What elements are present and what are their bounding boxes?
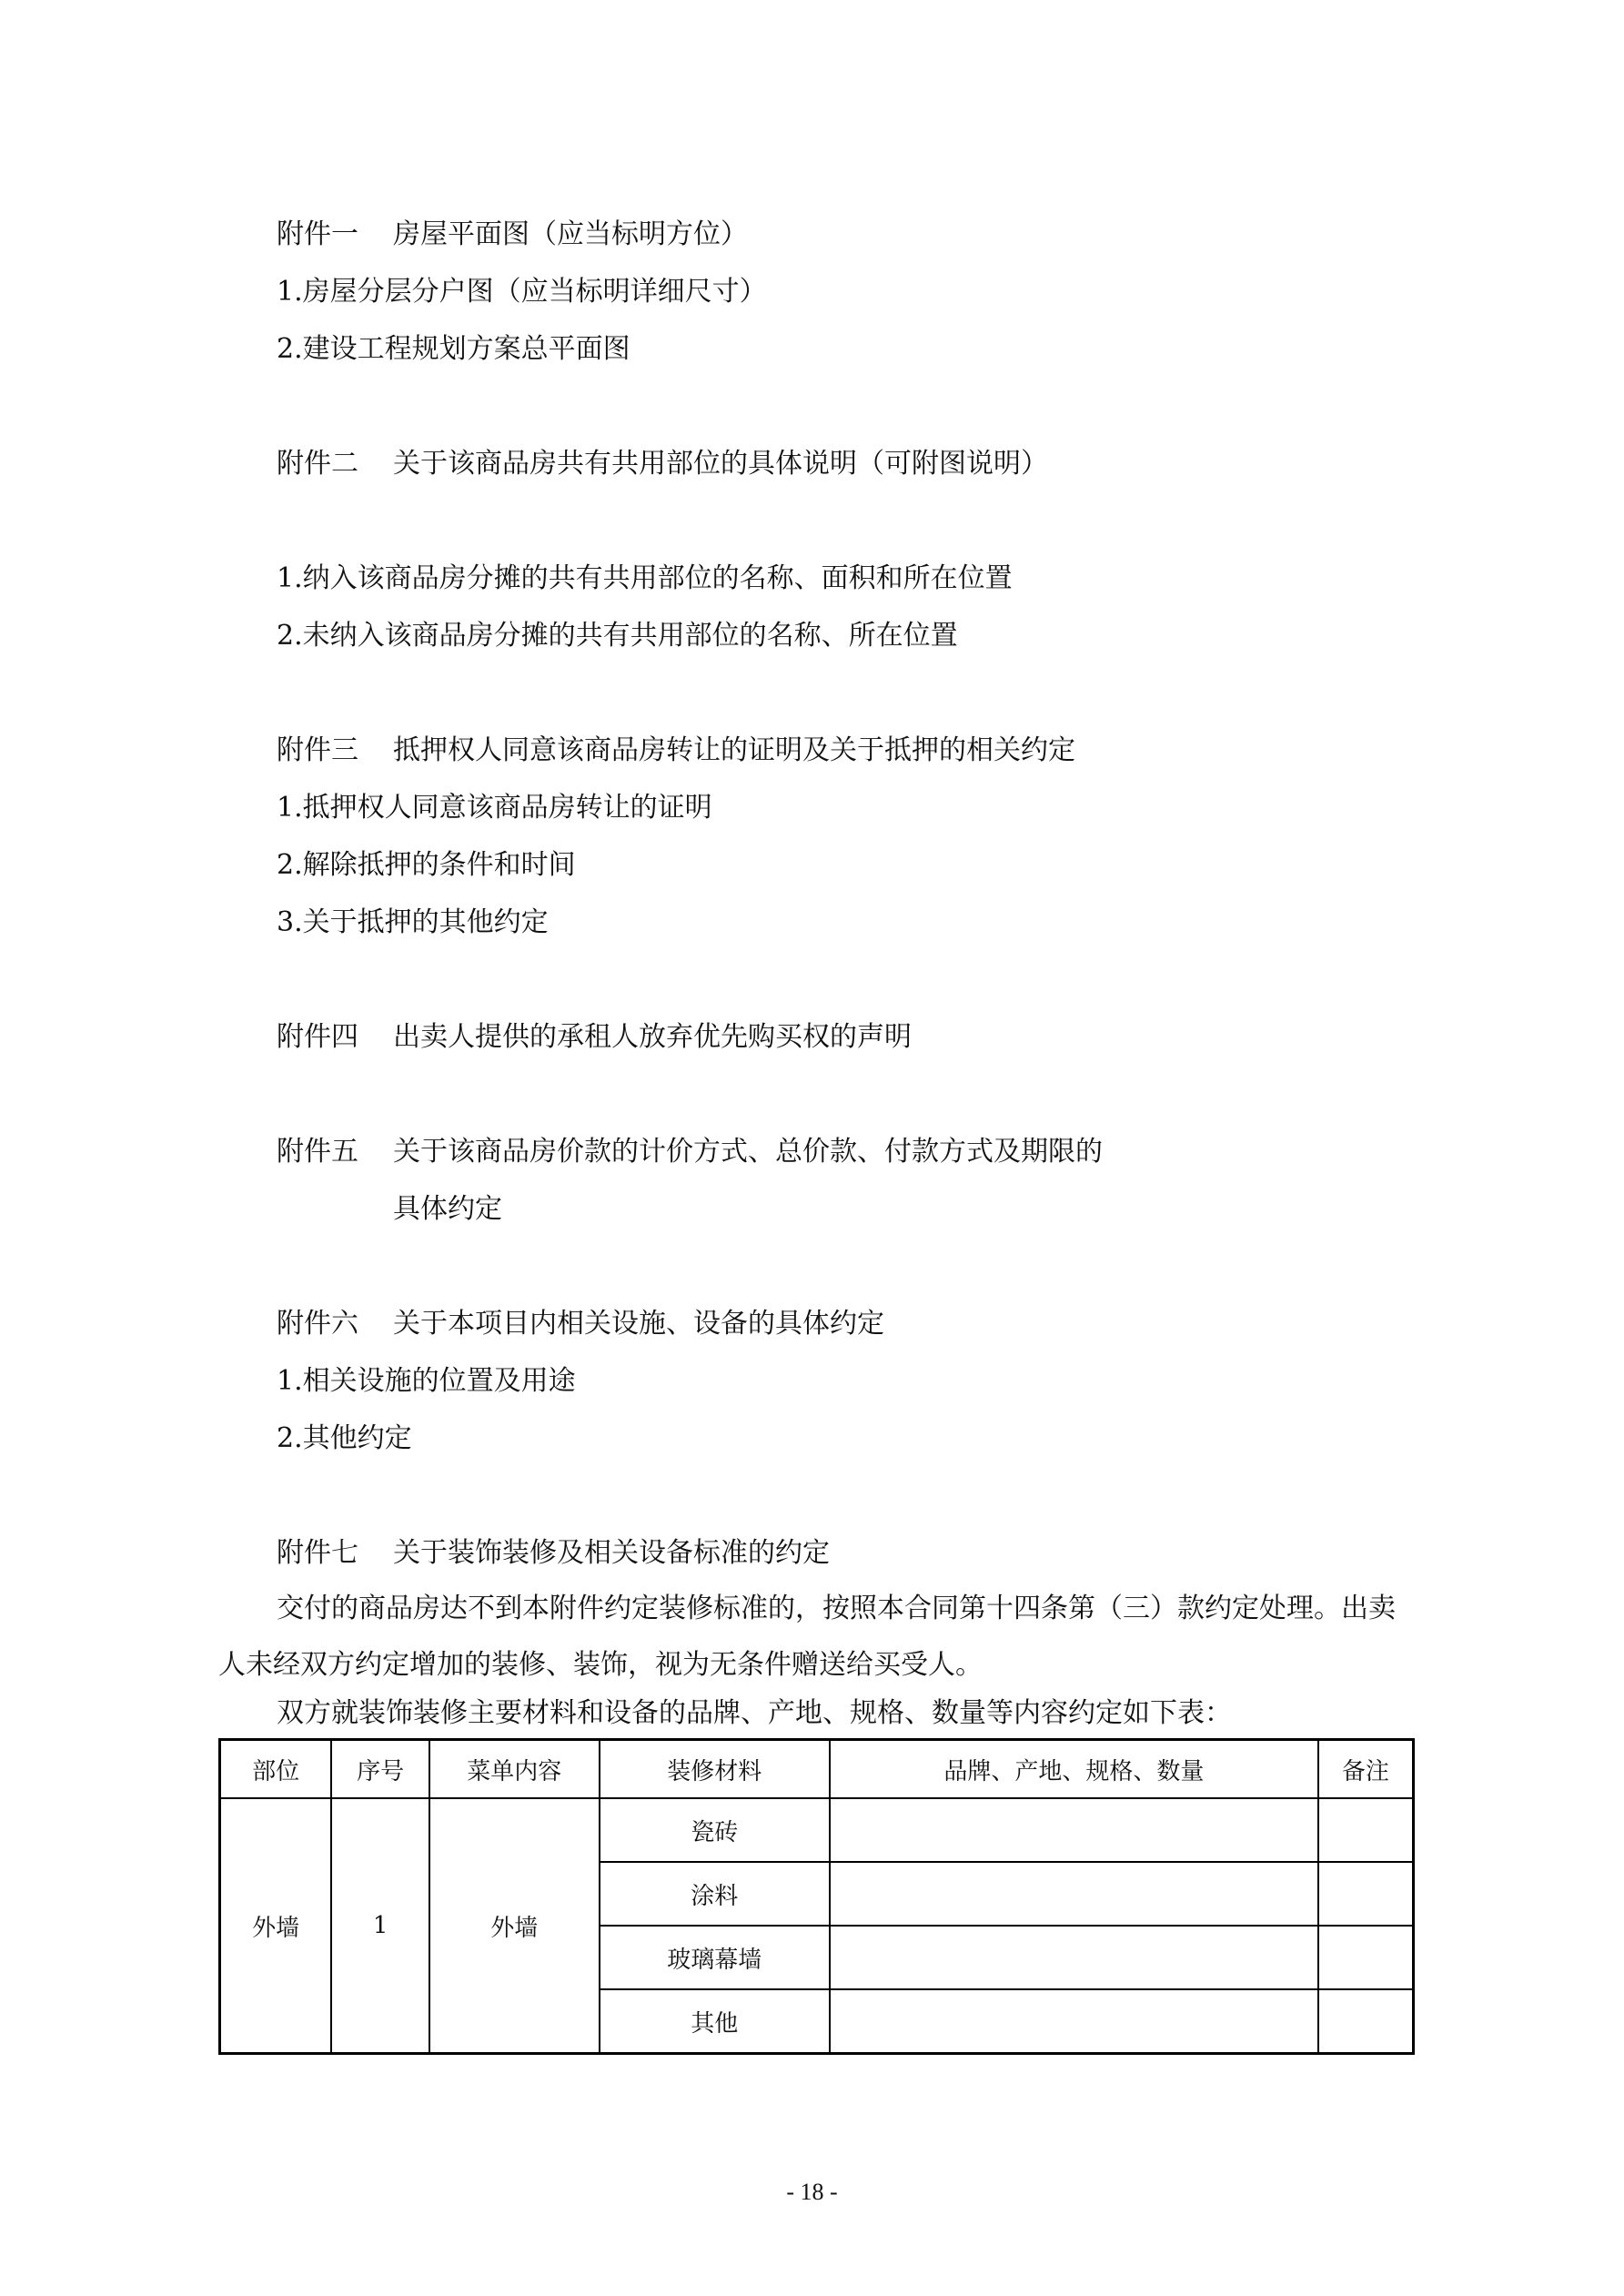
annex-label: 附件三: [277, 734, 358, 766]
page-number: - 18 -: [786, 2179, 838, 2205]
table-intro: 双方就装饰装修主要材料和设备的品牌、产地、规格、数量等内容约定如下表：: [277, 1697, 1232, 1729]
annex-2-item-2: 2.未纳入该商品房分摊的共有共用部位的名称、所在位置: [277, 620, 958, 652]
material-cell: 瓷砖: [600, 1798, 830, 1862]
annex-4-heading: [277, 1019, 912, 1056]
annex-7-paragraph: 交付的商品房达不到本附件约定装修标准的，按照本合同第十四条第（三）款约定处理。出卖人未经双方约定增加的装修、装饰，视为无条件赠送给买受人。: [218, 1593, 1396, 1681]
annex-title: 房屋平面图（应当标明方位）: [393, 218, 748, 250]
material-cell: 涂料: [600, 1862, 830, 1926]
annex-6-item-1: 1.相关设施的位置及用途: [277, 1365, 576, 1397]
annex-label: 附件七: [277, 1537, 358, 1569]
remark-cell: [1318, 1989, 1414, 2054]
annex-label: 附件六: [277, 1308, 358, 1340]
annex-title: 出卖人提供的承租人放弃优先购买权的声明: [393, 1021, 912, 1053]
header-cell: 部位: [220, 1740, 332, 1799]
annex-7-heading: [277, 1535, 830, 1572]
annex-title: 抵押权人同意该商品房转让的证明及关于抵押的相关约定: [393, 734, 1075, 766]
remark-cell: [1318, 1798, 1414, 1862]
annex-title: 关于装饰装修及相关设备标准的约定: [393, 1537, 830, 1569]
annex-label: 附件二: [277, 448, 358, 480]
header-cell: 菜单内容: [429, 1740, 600, 1799]
annex-3-item-3: 3.关于抵押的其他约定: [277, 906, 549, 938]
menu-cell: 外墙: [429, 1798, 600, 2054]
annex-2-heading: [277, 446, 1048, 482]
annex-1-heading: [277, 217, 748, 253]
header-cell: 装修材料: [600, 1740, 830, 1799]
materials-table: [218, 1738, 1415, 2055]
header-cell: 品牌、产地、规格、数量: [830, 1740, 1318, 1799]
annex-6-heading: [277, 1306, 884, 1342]
remark-cell: [1318, 1926, 1414, 1989]
annex-2-item-1: 1.纳入该商品房分摊的共有共用部位的名称、面积和所在位置: [277, 562, 1013, 594]
annex-label: 附件四: [277, 1021, 358, 1053]
annex-5-heading: [277, 1134, 1103, 1170]
brand-spec-cell: [830, 1862, 1318, 1926]
annex-3-item-1: 1.抵押权人同意该商品房转让的证明: [277, 792, 712, 824]
annex-3-heading: [277, 733, 1075, 769]
material-cell: 其他: [600, 1989, 830, 2054]
annex-1-item-1: 1.房屋分层分户图（应当标明详细尺寸）: [277, 276, 767, 308]
annex-title: 关于本项目内相关设施、设备的具体约定: [393, 1308, 884, 1340]
table-header-row: [220, 1740, 1414, 1799]
annex-6-item-2: 2.其他约定: [277, 1422, 412, 1454]
annex-label: 附件一: [277, 218, 358, 250]
annex-5-title-continued: 具体约定: [393, 1193, 502, 1225]
brand-spec-cell: [830, 1926, 1318, 1989]
header-cell: 序号: [331, 1740, 429, 1799]
remark-cell: [1318, 1862, 1414, 1926]
material-cell: 玻璃幕墙: [600, 1926, 830, 1989]
brand-spec-cell: [830, 1798, 1318, 1862]
table-row: [220, 1798, 1414, 1862]
annex-3-item-2: 2.解除抵押的条件和时间: [277, 849, 576, 881]
part-cell: 外墙: [220, 1798, 332, 2054]
brand-spec-cell: [830, 1989, 1318, 2054]
number-cell: 1: [331, 1798, 429, 2054]
annex-title: 关于该商品房价款的计价方式、总价款、付款方式及期限的: [393, 1136, 1103, 1168]
annex-label: 附件五: [277, 1136, 358, 1168]
annex-1-item-2: 2.建设工程规划方案总平面图: [277, 333, 630, 365]
header-cell: 备注: [1318, 1740, 1414, 1799]
annex-title: 关于该商品房共有共用部位的具体说明（可附图说明）: [393, 448, 1048, 480]
